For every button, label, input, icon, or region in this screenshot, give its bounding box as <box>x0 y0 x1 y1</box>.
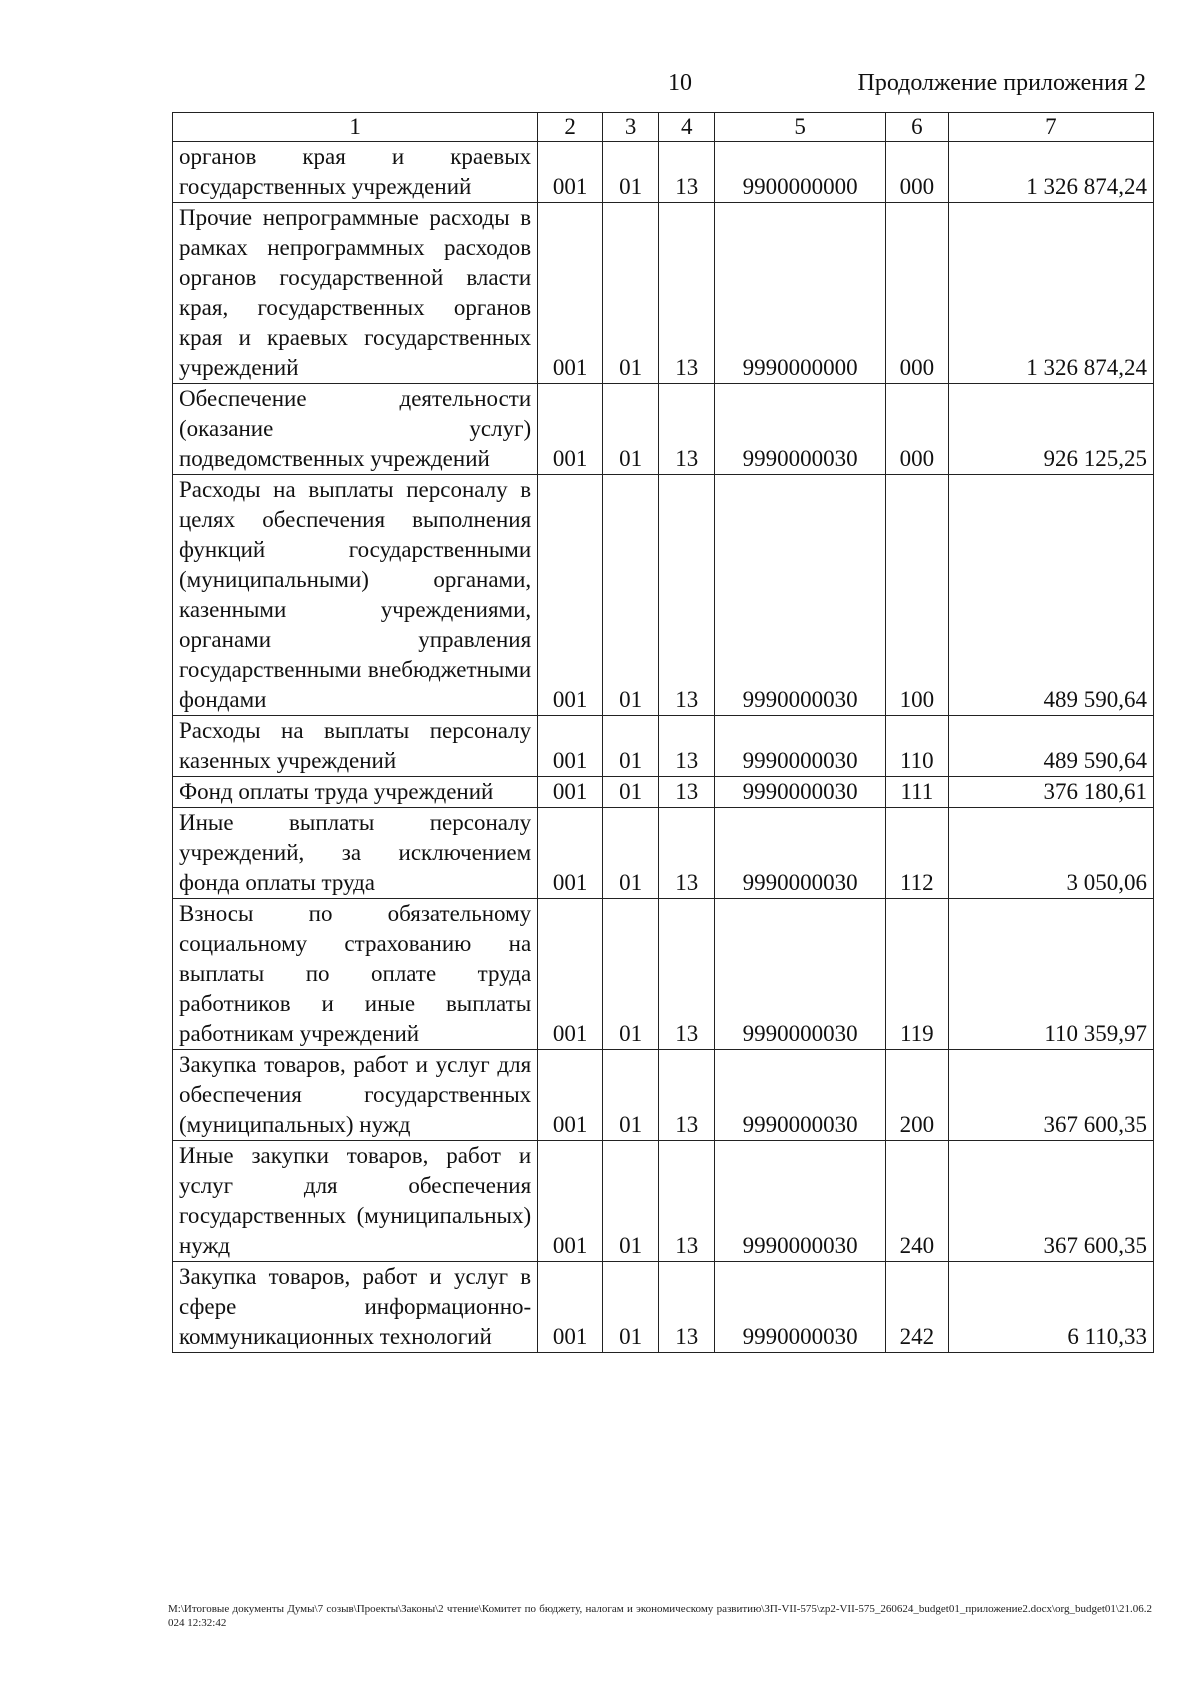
table-row <box>173 777 1154 808</box>
amount-cell: 6 110,33 <box>948 1262 1153 1353</box>
page-number: 10 <box>668 70 692 96</box>
expense-type-cell: 100 <box>886 475 949 716</box>
expense-name-cell: Обеспечение деятельности (оказание услуг) подведомственных учреждений <box>173 384 538 475</box>
amount-cell: 1 326 874,24 <box>948 142 1153 203</box>
amount-cell: 376 180,61 <box>948 777 1153 808</box>
budget-table <box>172 112 1154 1353</box>
amount-cell: 489 590,64 <box>948 716 1153 777</box>
subsection-cell: 13 <box>659 899 715 1050</box>
admin-code-cell: 001 <box>538 899 603 1050</box>
section-cell: 01 <box>602 899 658 1050</box>
admin-code-cell: 001 <box>538 777 603 808</box>
header-row <box>173 113 1154 142</box>
section-cell: 01 <box>602 203 658 384</box>
amount-cell: 926 125,25 <box>948 384 1153 475</box>
column-header: 6 <box>886 113 949 142</box>
admin-code-cell: 001 <box>538 1050 603 1141</box>
expense-type-cell: 110 <box>886 716 949 777</box>
target-article-cell: 9990000030 <box>715 475 886 716</box>
expense-type-cell: 000 <box>886 203 949 384</box>
subsection-cell: 13 <box>659 203 715 384</box>
target-article-cell: 9990000030 <box>715 1262 886 1353</box>
table-row <box>173 1141 1154 1262</box>
subsection-cell: 13 <box>659 1262 715 1353</box>
section-cell: 01 <box>602 777 658 808</box>
subsection-cell: 13 <box>659 384 715 475</box>
target-article-cell: 9990000030 <box>715 1141 886 1262</box>
section-cell: 01 <box>602 1262 658 1353</box>
table-body <box>173 142 1154 1353</box>
expense-name-cell: Фонд оплаты труда учреждений <box>173 777 538 808</box>
target-article-cell: 9990000030 <box>715 899 886 1050</box>
expense-name-cell: органов края и краевых государственных учреждений <box>173 142 538 203</box>
expense-type-cell: 242 <box>886 1262 949 1353</box>
expense-name-cell: Взносы по обязательному социальному страхованию на выплаты по оплате труда работников и иные выплаты работникам учреждений <box>173 899 538 1050</box>
expense-name-cell: Расходы на выплаты персоналу казенных учреждений <box>173 716 538 777</box>
target-article-cell: 9900000000 <box>715 142 886 203</box>
expense-name-cell: Иные закупки товаров, работ и услуг для обеспечения государственных (муниципальных) нужд <box>173 1141 538 1262</box>
amount-cell: 110 359,97 <box>948 899 1153 1050</box>
table-row <box>173 142 1154 203</box>
section-cell: 01 <box>602 1050 658 1141</box>
subsection-cell: 13 <box>659 716 715 777</box>
expense-type-cell: 000 <box>886 384 949 475</box>
amount-cell: 367 600,35 <box>948 1050 1153 1141</box>
column-header: 7 <box>948 113 1153 142</box>
target-article-cell: 9990000030 <box>715 777 886 808</box>
expense-type-cell: 000 <box>886 142 949 203</box>
target-article-cell: 9990000030 <box>715 716 886 777</box>
amount-cell: 367 600,35 <box>948 1141 1153 1262</box>
table-row <box>173 808 1154 899</box>
expense-name-cell: Иные выплаты персоналу учреждений, за исключением фонда оплаты труда <box>173 808 538 899</box>
expense-type-cell: 119 <box>886 899 949 1050</box>
column-header: 1 <box>173 113 538 142</box>
admin-code-cell: 001 <box>538 1262 603 1353</box>
table-row <box>173 475 1154 716</box>
subsection-cell: 13 <box>659 475 715 716</box>
target-article-cell: 9990000030 <box>715 384 886 475</box>
section-cell: 01 <box>602 475 658 716</box>
admin-code-cell: 001 <box>538 142 603 203</box>
expense-name-cell: Расходы на выплаты персоналу в целях обеспечения выполнения функций государственными (муниципальными) органами, казенными учреждениями, органами управления государственными внебюджетными фондами <box>173 475 538 716</box>
admin-code-cell: 001 <box>538 808 603 899</box>
admin-code-cell: 001 <box>538 475 603 716</box>
table-row <box>173 203 1154 384</box>
subsection-cell: 13 <box>659 1050 715 1141</box>
expense-type-cell: 111 <box>886 777 949 808</box>
subsection-cell: 13 <box>659 808 715 899</box>
amount-cell: 1 326 874,24 <box>948 203 1153 384</box>
subsection-cell: 13 <box>659 777 715 808</box>
column-header: 4 <box>659 113 715 142</box>
expense-type-cell: 112 <box>886 808 949 899</box>
expense-name-cell: Закупка товаров, работ и услуг для обеспечения государственных (муниципальных) нужд <box>173 1050 538 1141</box>
expense-name-cell: Прочие непрограммные расходы в рамках непрограммных расходов органов государственной власти края, государственных органов края и краевых государственных учреждений <box>173 203 538 384</box>
expense-name-cell: Закупка товаров, работ и услуг в сфере информационно-коммуникационных технологий <box>173 1262 538 1353</box>
subsection-cell: 13 <box>659 142 715 203</box>
document-path-footer: M:\Итоговые документы Думы\7 созыв\Проекты\Законы\2 чтение\Комитет по бюджету, налогам и экономическому развитию\ЗП-VII-575\zp2-VII-575_260624_budget01_приложение2.docx\org_budget01\21.06.2024 12:32:42 <box>168 1603 1152 1629</box>
admin-code-cell: 001 <box>538 716 603 777</box>
table-row <box>173 1262 1154 1353</box>
section-cell: 01 <box>602 142 658 203</box>
expense-type-cell: 240 <box>886 1141 949 1262</box>
admin-code-cell: 001 <box>538 203 603 384</box>
table-row <box>173 716 1154 777</box>
subsection-cell: 13 <box>659 1141 715 1262</box>
section-cell: 01 <box>602 384 658 475</box>
target-article-cell: 9990000000 <box>715 203 886 384</box>
section-cell: 01 <box>602 808 658 899</box>
section-cell: 01 <box>602 1141 658 1262</box>
target-article-cell: 9990000030 <box>715 1050 886 1141</box>
amount-cell: 489 590,64 <box>948 475 1153 716</box>
column-header: 3 <box>602 113 658 142</box>
table-row <box>173 899 1154 1050</box>
admin-code-cell: 001 <box>538 1141 603 1262</box>
column-header: 5 <box>715 113 886 142</box>
target-article-cell: 9990000030 <box>715 808 886 899</box>
continuation-label: Продолжение приложения 2 <box>857 70 1146 96</box>
admin-code-cell: 001 <box>538 384 603 475</box>
expense-type-cell: 200 <box>886 1050 949 1141</box>
table-row <box>173 384 1154 475</box>
section-cell: 01 <box>602 716 658 777</box>
column-header: 2 <box>538 113 603 142</box>
table-row <box>173 1050 1154 1141</box>
amount-cell: 3 050,06 <box>948 808 1153 899</box>
